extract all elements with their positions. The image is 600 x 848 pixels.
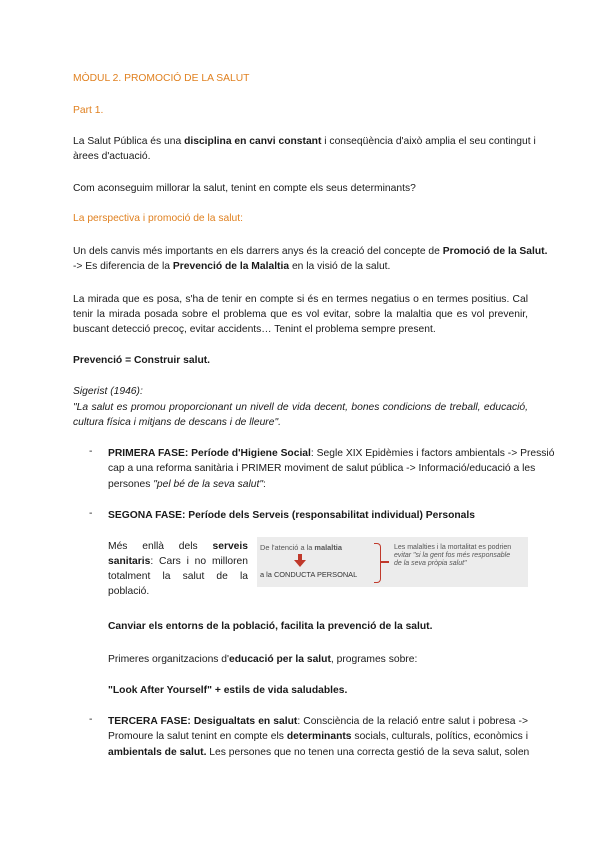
phase1-line-2: cap a una reforma sanitària i PRIMER moviment de salut pública -> Informació/educació a les — [108, 463, 536, 474]
phase2-look-after — [108, 683, 528, 698]
phase3-line-1 — [108, 714, 528, 729]
para2-line-1: La mirada que es posa, s'ha de tenir en compte si és en termes negatius o en termes positius. Cal — [73, 294, 528, 305]
phase2-bold-line — [108, 619, 528, 634]
phase2-side-line-2 — [108, 554, 248, 569]
figure-right-line: Les malalties i la mortalitat es podrien — [394, 544, 512, 551]
bold-span: determinants — [286, 731, 352, 742]
bold-span: PRIMERA FASE: Període d'Higiene Social — [108, 448, 311, 459]
phase2-orgs-line — [108, 652, 528, 667]
phase3-line-3 — [108, 745, 528, 760]
part-title: Part 1. — [73, 105, 104, 116]
para1-line-1 — [73, 244, 548, 259]
bullet-dash: - — [89, 446, 93, 457]
text-span: : Segle XIX Epidèmies i factors ambientals -> Pressió — [310, 448, 555, 459]
bold-span: SEGONA FASE: Període dels Serveis (responsabilitat individual) Personals — [108, 510, 475, 521]
italic-span: "pel bé de la seva salut" — [153, 479, 264, 490]
text-span: Promoure la salut tenint en compte els — [108, 731, 287, 742]
sigerist-quote-1: "La salut es promou proporcionant un nivell de vida decent, bones condicions de treball, educació, — [73, 402, 528, 413]
question-text: Com aconseguim millorar la salut, tenint en compte els seus determinants? — [73, 183, 416, 194]
phase2-side-line-1 — [108, 539, 248, 554]
bold-span: disciplina en canvi constant — [184, 136, 322, 147]
bold-span: ambientals de salut. — [108, 747, 207, 758]
text-span: persones — [108, 479, 154, 490]
text-span: : Cars i no milloren — [150, 556, 248, 567]
phase2-title — [108, 508, 528, 523]
conduct-figure — [257, 537, 528, 587]
text-span: , programes sobre: — [330, 654, 418, 665]
figure-right-text — [394, 544, 511, 568]
figure-top-text — [260, 543, 342, 552]
sigerist-author: Sigerist (1946): — [73, 386, 143, 397]
bold-span: malaltia — [314, 543, 342, 552]
bold-span: Canviar els entorns de la població, facilita la prevenció de la salut. — [108, 621, 433, 632]
figure-bottom-text: a la CONDUCTA PERSONAL — [260, 570, 358, 579]
text-span: Més enllà dels — [108, 541, 213, 552]
phase2-side-line-4: població. — [108, 586, 150, 597]
bold-span: Promoció de la Salut. — [442, 246, 548, 257]
text-span: : Consciència de la relació entre salut i pobresa -> — [297, 716, 528, 727]
bold-span: educació per la salut — [229, 654, 331, 665]
text-span: -> Es diferencia de la — [73, 261, 173, 272]
brace-icon — [374, 543, 381, 583]
text-span: Un dels canvis més importants en els darrers anys és la creació del concepte de — [73, 246, 443, 257]
para1-line-2 — [73, 259, 528, 274]
para2-line-3: buscant detecció precoç, evitar accidents… Tenint el problema sempre present. — [73, 324, 436, 335]
text-span: i conseqüència d'això amplia el seu contingut i — [321, 136, 536, 147]
intro-line-1 — [73, 134, 536, 149]
figure-right-line: evitar "si la gent fos més responsable — [394, 552, 511, 559]
text-span: La Salut Pública és una — [73, 136, 185, 147]
prevention-line — [73, 353, 528, 368]
bold-span: sanitaris — [108, 556, 151, 567]
text-span: Les persones que no tenen una correcta gestió de la seva salut, solen — [206, 747, 530, 758]
text-span: en la visió de la salut. — [289, 261, 391, 272]
text-span: Primeres organitzacions d' — [108, 654, 230, 665]
intro-line-2: àrees d'actuació. — [73, 151, 151, 162]
bold-span: "Look After Yourself" + estils de vida saludables. — [108, 685, 348, 696]
bold-span: Prevenció = Construir salut. — [73, 355, 211, 366]
sigerist-quote-2: cultura física i mitjans de descans i de lleure". — [73, 417, 281, 428]
text-span: De l'atenció a la — [260, 543, 315, 552]
bold-span: TERCERA FASE: Desigualtats en salut — [108, 716, 298, 727]
phase1-line-1 — [108, 446, 555, 461]
bullet-dash: - — [89, 714, 93, 725]
text-span: socials, culturals, polítics, econòmics i — [351, 731, 528, 742]
phase1-line-3 — [108, 477, 528, 492]
phase2-side-line-3: totalment la salut de la — [108, 571, 248, 582]
figure-right-line: de la seva pròpia salut" — [394, 560, 467, 567]
bullet-dash: - — [89, 508, 93, 519]
bold-span: serveis — [212, 541, 248, 552]
text-span: : — [263, 479, 266, 490]
module-title: MÒDUL 2. PROMOCIÓ DE LA SALUT — [73, 73, 250, 84]
brace-pointer-icon — [381, 561, 389, 563]
section-heading: La perspectiva i promoció de la salut: — [73, 213, 243, 224]
para2-line-2: tenir la mirada posada sobre el problema que es vol evitar, sobre la malaltia que es vol prevenir, — [73, 309, 528, 320]
phase3-line-2 — [108, 729, 528, 744]
bold-span: Prevenció de la Malaltia — [172, 261, 290, 272]
